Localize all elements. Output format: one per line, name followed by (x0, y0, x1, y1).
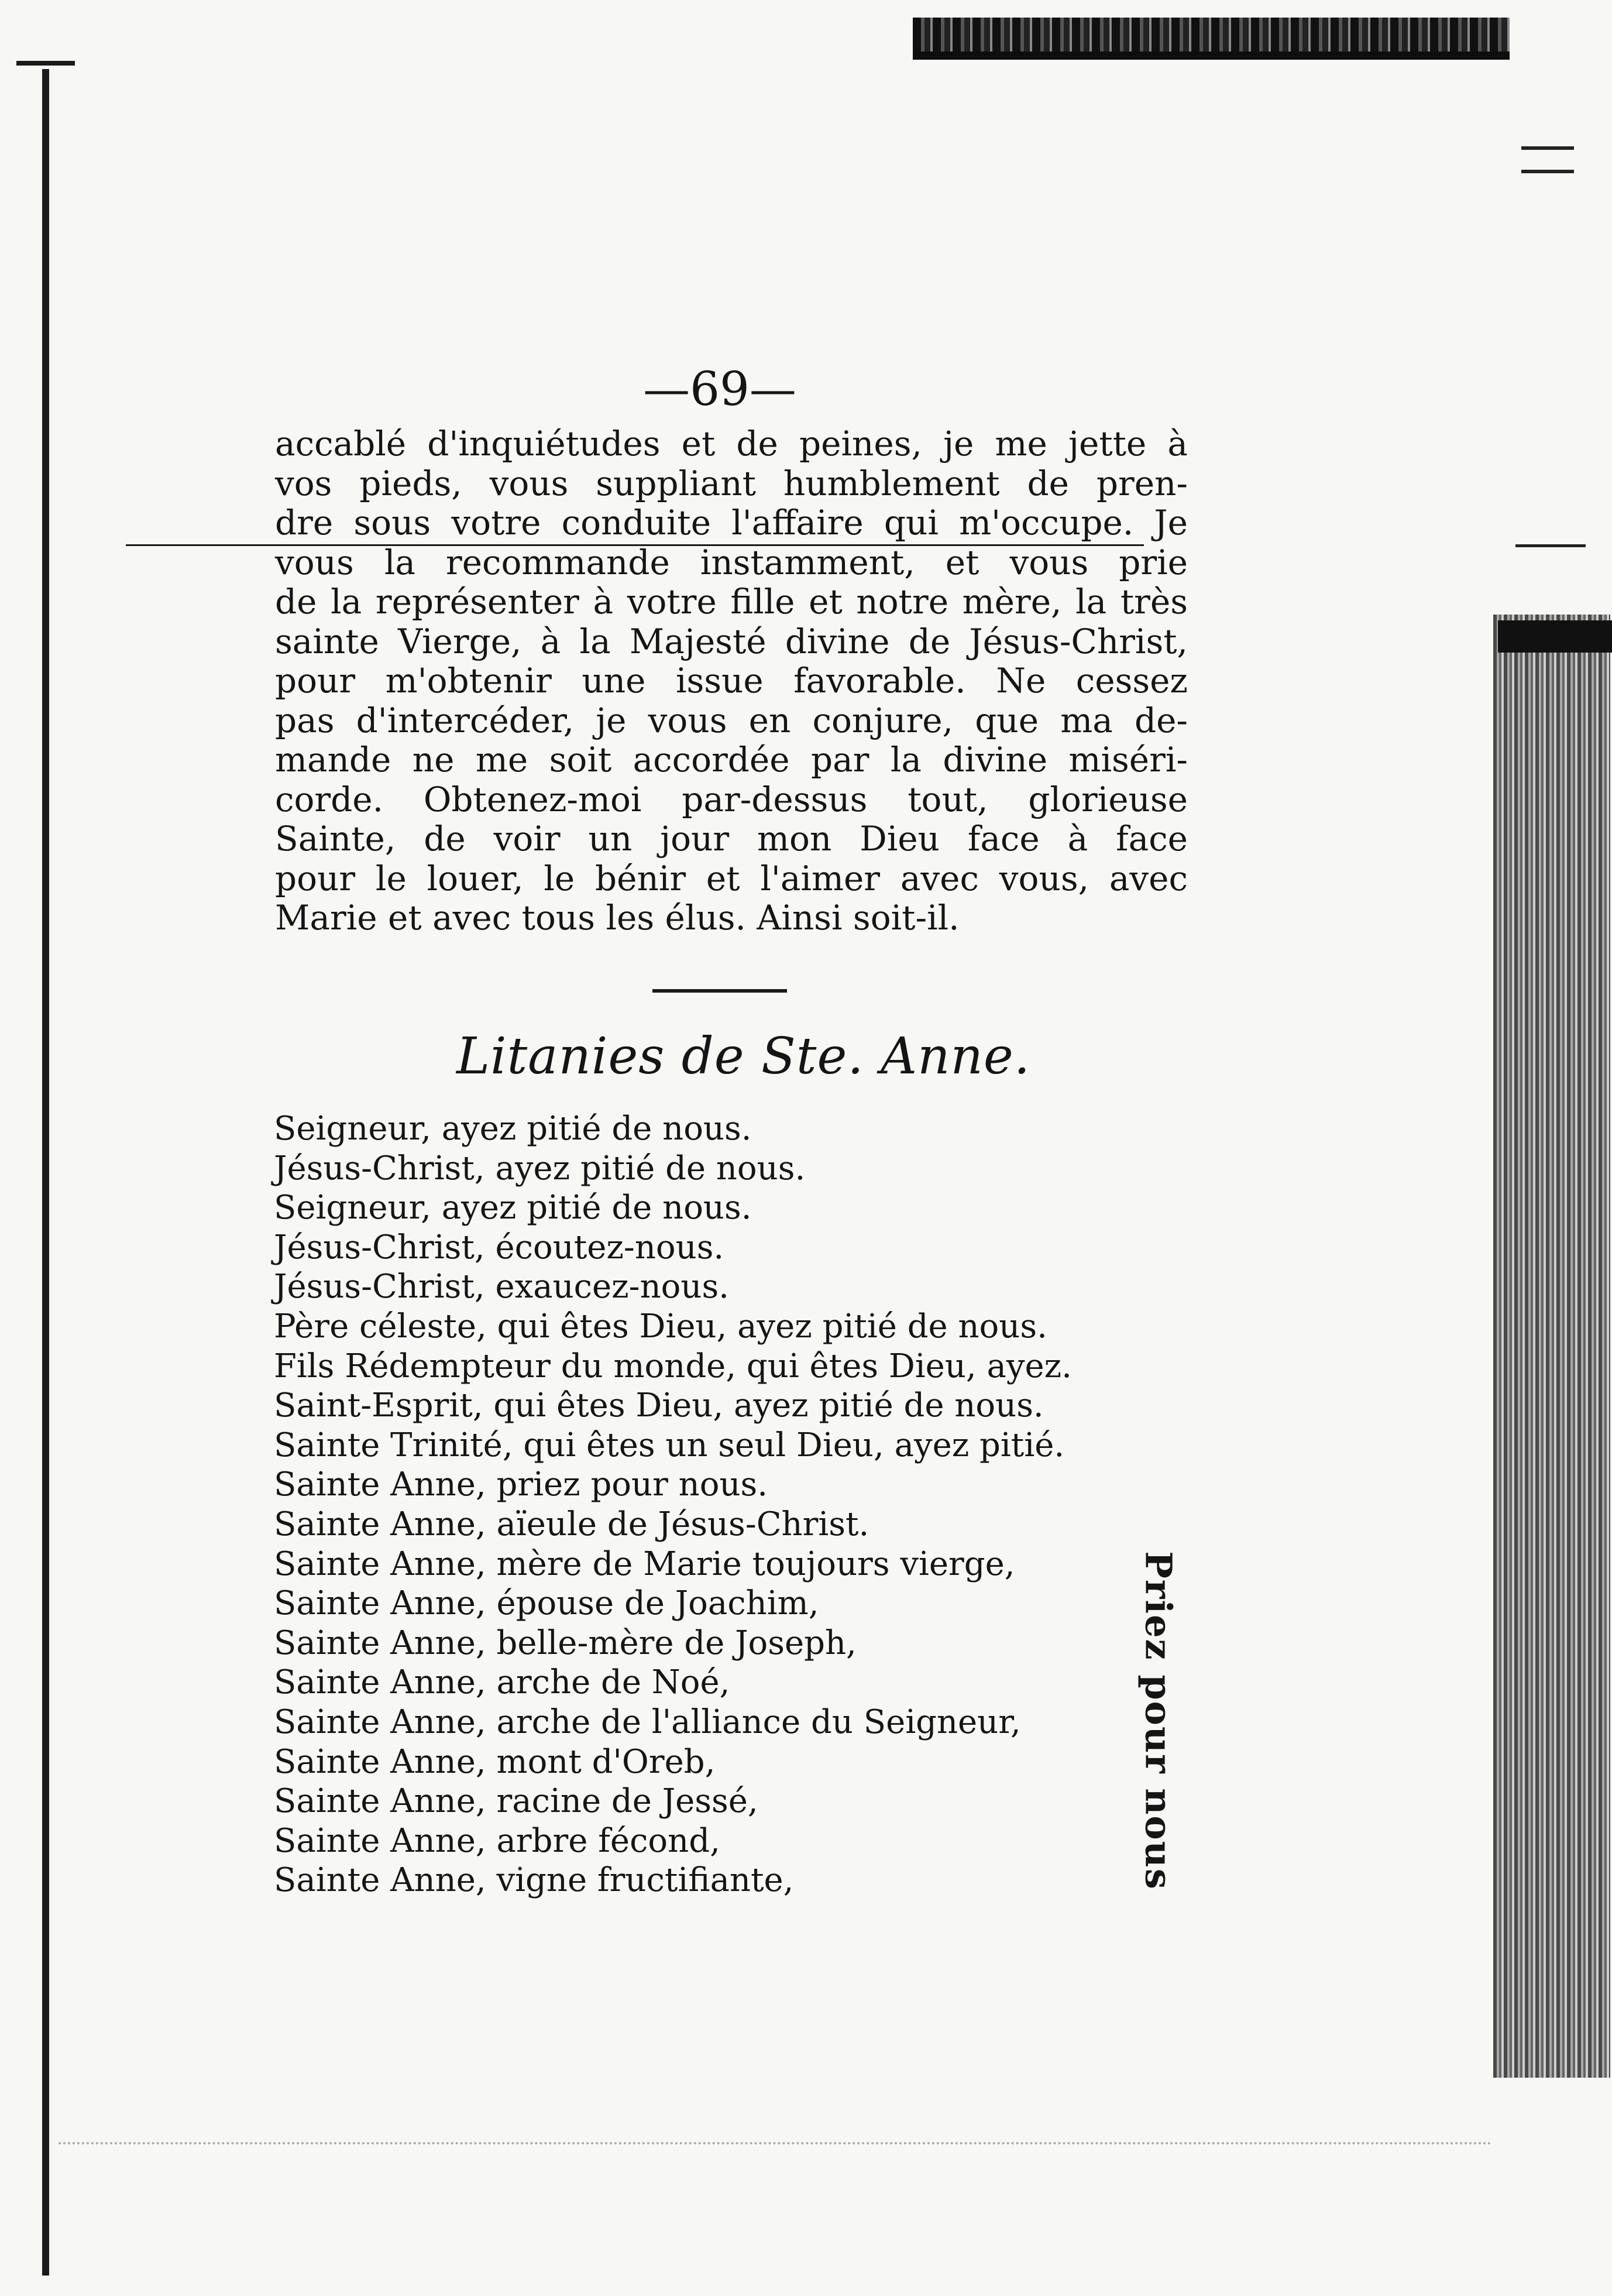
paragraph-line: corde. Obtenez-moi par-dessus tout, glorieuse (275, 779, 1188, 819)
litany-line: Sainte Trinité, qui êtes un seul Dieu, ayez pitié. (274, 1426, 1065, 1464)
paragraph-line: vous la recommande instamment, et vous prie (275, 542, 1188, 582)
litany-line: Jésus-Christ, ayez pitié de nous. (274, 1149, 806, 1188)
litany-line: Jésus-Christ, écoutez-nous. (274, 1228, 724, 1267)
scan-right-edge-strip (1493, 615, 1610, 2078)
litany-line: Sainte Anne, mère de Marie toujours vierge, (274, 1545, 1015, 1583)
litany-response-text: Priez pour nous (1137, 1551, 1180, 1890)
litany-line: Seigneur, ayez pitié de nous. (274, 1110, 752, 1148)
paragraph-line: Sainte, de voir un jour mon Dieu face à face (275, 819, 1188, 859)
paragraph-line: de la représenter à votre fille et notre mère, la très (275, 582, 1188, 622)
litany-line: Sainte Anne, aïeule de Jésus-Christ. (274, 1505, 869, 1543)
litany-line: Sainte Anne, épouse de Joachim, (274, 1584, 819, 1623)
paragraph-line: accablé d'inquiétudes et de peines, je me jette à (275, 424, 1188, 464)
scan-bottom-dotted-line (59, 2142, 1492, 2144)
paragraph-line: pour le louer, le bénir et l'aimer avec vous, avec (275, 858, 1188, 898)
litany-line: Sainte Anne, priez pour nous. (274, 1466, 768, 1504)
page-number: —69— (643, 362, 796, 416)
litany-line: Jésus-Christ, exaucez-nous. (274, 1268, 729, 1306)
litany-line: Fils Rédempteur du monde, qui êtes Dieu, ayez. (274, 1347, 1072, 1385)
scan-right-edge-block (1498, 620, 1612, 653)
section-divider (652, 989, 787, 993)
litany-line: Père céleste, qui êtes Dieu, ayez pitié de nous. (274, 1307, 1047, 1346)
litany-line: Saint-Esprit, qui êtes Dieu, ayez pitié de nous. (274, 1386, 1044, 1425)
paragraph-line: pas d'intercéder, je vous en conjure, que ma de- (275, 700, 1188, 740)
scan-edge-mark (16, 61, 75, 66)
litany-line: Sainte Anne, mont d'Oreb, (274, 1742, 716, 1781)
litany-line: Sainte Anne, arche de l'alliance du Seigneur, (274, 1703, 1021, 1741)
litany-line: Sainte Anne, belle-mère de Joseph, (274, 1624, 857, 1662)
paragraph-line: Marie et avec tous les élus. Ainsi soit-il. (275, 898, 960, 938)
scan-edge-mark (1521, 146, 1574, 150)
litany-line: Sainte Anne, arche de Noé, (274, 1663, 730, 1702)
scan-edge-mark (1521, 170, 1574, 173)
litany-line: Sainte Anne, racine de Jessé, (274, 1782, 758, 1821)
paragraph-line: sainte Vierge, à la Majesté divine de Jésus-Christ, (275, 621, 1188, 661)
paragraph-line: pour m'obtenir une issue favorable. Ne cessez (275, 661, 1188, 701)
scan-top-band-underline (913, 52, 1510, 60)
paragraph-line: vos pieds, vous suppliant humblement de pren- (275, 463, 1188, 503)
paragraph-line: mande ne me soit accordée par la divine miséri- (275, 740, 1188, 780)
prayer-paragraph (275, 424, 1188, 938)
litany-line: Sainte Anne, arbre fécond, (274, 1821, 720, 1860)
left-margin-rule (42, 69, 49, 2276)
litany-response-bracket (1123, 1510, 1194, 1931)
litany-list (274, 1109, 1210, 1900)
litany-title: Litanies de Ste. Anne. (456, 1027, 1031, 1086)
paragraph-line: dre sous votre conduite l'affaire qui m'occupe. Je (275, 503, 1188, 543)
litany-line: Seigneur, ayez pitié de nous. (274, 1189, 752, 1227)
scan-edge-mark (1515, 544, 1586, 547)
litany-line: Sainte Anne, vigne fructifiante, (274, 1861, 794, 1900)
